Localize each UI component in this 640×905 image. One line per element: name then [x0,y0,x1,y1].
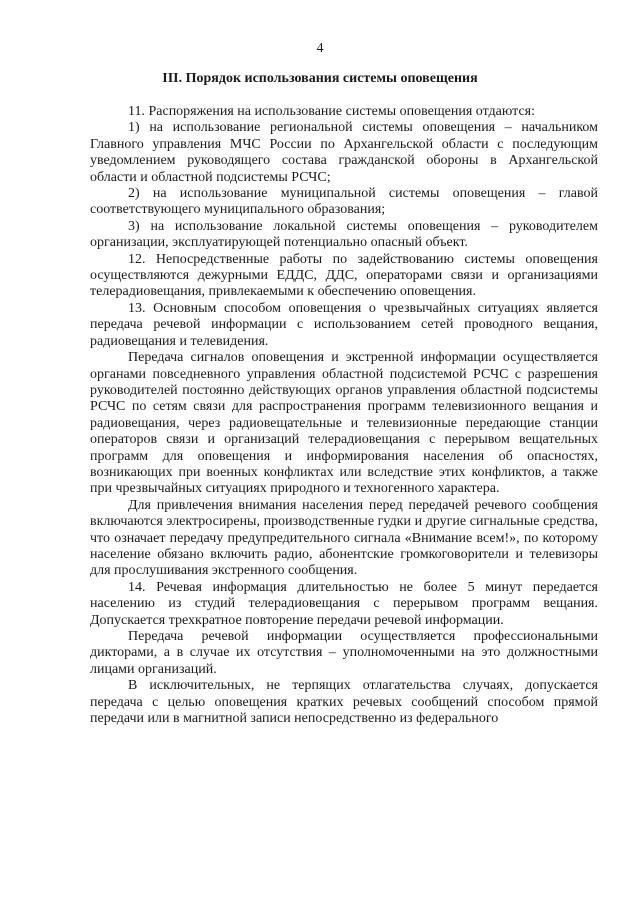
paragraph-13-signals: Передача сигналов оповещения и экстренной информации осуществляется органами повседневного управления областной подсистемой РСЧС с разрешения руководителей постоянно действующих органов управления областной подсистемы РСЧС по сетям связи для распространения программ телевизионного вещания и радиовещания, через радиовещательные и телевизионные передающие станции операторов связи и организаций телерадиовещания с перерывом вещательных программ для оповещения и информирования населения об опасностях, возникающих при военных конфликтах или вследствие этих конфликтов, а также при чрезвычайных ситуациях природного и техногенного характера. [90,350,598,497]
paragraph-14-exceptional: В исключительных, не терпящих отлагательства случаях, допускается передача с целью оповещения кратких речевых сообщений способом прямой передачи или в магнитной записи непосредственно из федерального [90,678,598,727]
paragraph-14-announcers: Передача речевой информации осуществляется профессиональными дикторами, а в случае их отсутствия – уполномоченными на это должностными лицами организаций. [90,629,598,677]
paragraph-11-intro: 11. Распоряжения на использование системы оповещения отдаются: [128,104,535,119]
paragraph-13-attention: Для привлечения внимания населения перед передачей речевого сообщения включаются электросирены, производственные гудки и другие сигнальные средства, что означает передачу предупредительного сигнала «Внимание всем!», по которому население обязано включить радио, абонентские громкоговорители и телевизоры для прослушивания экстренного сообщения. [90,497,598,579]
page-number: 4 [316,41,324,56]
paragraph-14: 14. Речевая информация длительностью не более 5 минут передается населению из студий телерадиовещания с перерывом программ вещания. Допускается трехкратное повторение передачи речевой информации. [90,579,598,628]
paragraph-12: 12. Непосредственные работы по задействованию системы оповещения осуществляются дежурными ЕДДС, ДДС, операторами связи и организациями телерадиовещания, привлекаемыми к обеспечению оповещения. [90,251,598,300]
paragraph-13: 13. Основным способом оповещения о чрезвычайных ситуациях является передача речевой информации с использованием сетей проводного вещания, радиовещания и телевидения. [90,300,598,349]
section-title: III. Порядок использования системы оповещения [162,71,478,86]
paragraph-11-item-1: 1) на использование региональной системы оповещения – начальником Главного управления МЧС России по Архангельской области с последующим уведомлением руководящего состава гражданской обороны в Архангельской области и областной подсистемы РСЧС; [90,120,598,185]
paragraph-11-item-3: 3) на использование локальной системы оповещения – руководителем организации, эксплуатирующей потенциально опасный объект. [90,218,598,251]
body-text [90,104,598,727]
paragraph-11-item-2: 2) на использование муниципальной системы оповещения – главой соответствующего муниципального образования; [90,186,598,218]
